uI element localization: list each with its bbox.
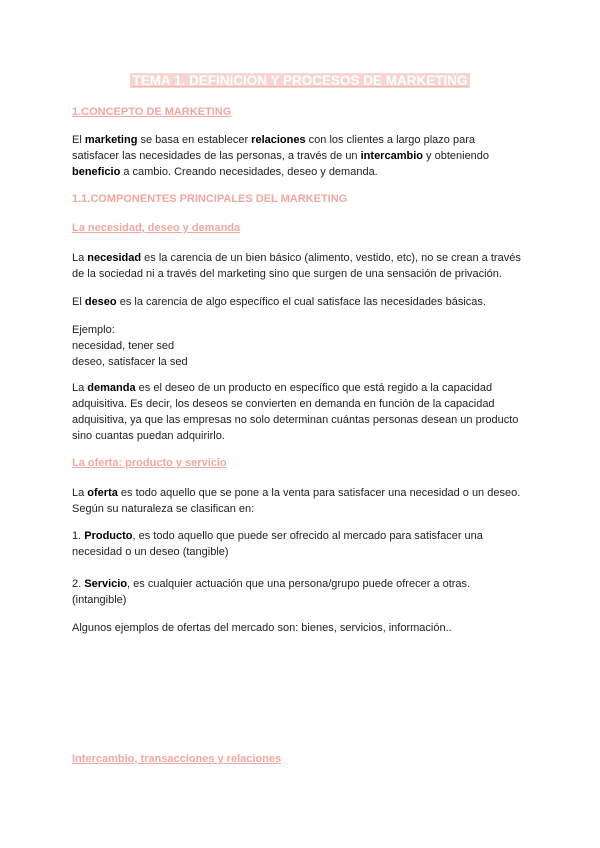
paragraph-demanda: La demanda es el deseo de un producto en específico que está regido a la capacidad adquisitiva. Es decir, los deseos se convierten en demanda en función de la capacidad adquisitiva, ya que las empresas no solo determinan cuántas personas desean un producto sino cuantas puedan adquirirlo.	[72, 382, 519, 442]
paragraph-ejemplo: Ejemplo: necesidad, tener sed deseo, satisfacer la sed	[72, 324, 188, 368]
paragraph-oferta: La oferta es todo aquello que se pone a la venta para satisfacer una necesidad o un deseo. Según su naturaleza se clasifican en:	[72, 487, 521, 515]
paragraph-necesidad: La necesidad es la carencia de un bien básico (alimento, vestido, etc), no se crean a través de la sociedad ni a través del marketing sino que surgen de una sensación de privación.	[72, 252, 521, 280]
subheading-necesidad: La necesidad, deseo y demanda	[72, 222, 241, 234]
section-heading-componentes: 1.1.COMPONENTES PRINCIPALES DEL MARKETING	[72, 193, 348, 205]
paragraph-producto: 1. Producto, es todo aquello que puede ser ofrecido al mercado para satisfacer una necesidad o un deseo (tangible)	[72, 530, 483, 558]
document-title: TEMA 1. DEFINICIÓN Y PROCESOS DE MARKETING	[132, 73, 468, 88]
subheading-oferta: La oferta: producto y servicio	[72, 457, 227, 469]
paragraph-ejemplos-oferta: Algunos ejemplos de ofertas del mercado son: bienes, servicios, información..	[72, 622, 452, 634]
paragraph-deseo: El deseo es la carencia de algo específico el cual satisface las necesidades básicas.	[72, 296, 486, 308]
paragraph-servicio: 2. Servicio, es cualquier actuación que una persona/grupo puede ofrecer a otras. (intangible)	[72, 578, 471, 606]
paragraph-concepto: El marketing se basa en establecer relaciones con los clientes a largo plazo para satisfacer las necesidades de las personas, a través de un intercambio y obteniendo beneficio a cambio. Creando necesidades, deseo y demanda.	[72, 134, 490, 178]
section-heading-concepto: 1.CONCEPTO DE MARKETING	[72, 106, 232, 118]
subheading-intercambio: Intercambio, transacciones y relaciones	[72, 753, 282, 765]
